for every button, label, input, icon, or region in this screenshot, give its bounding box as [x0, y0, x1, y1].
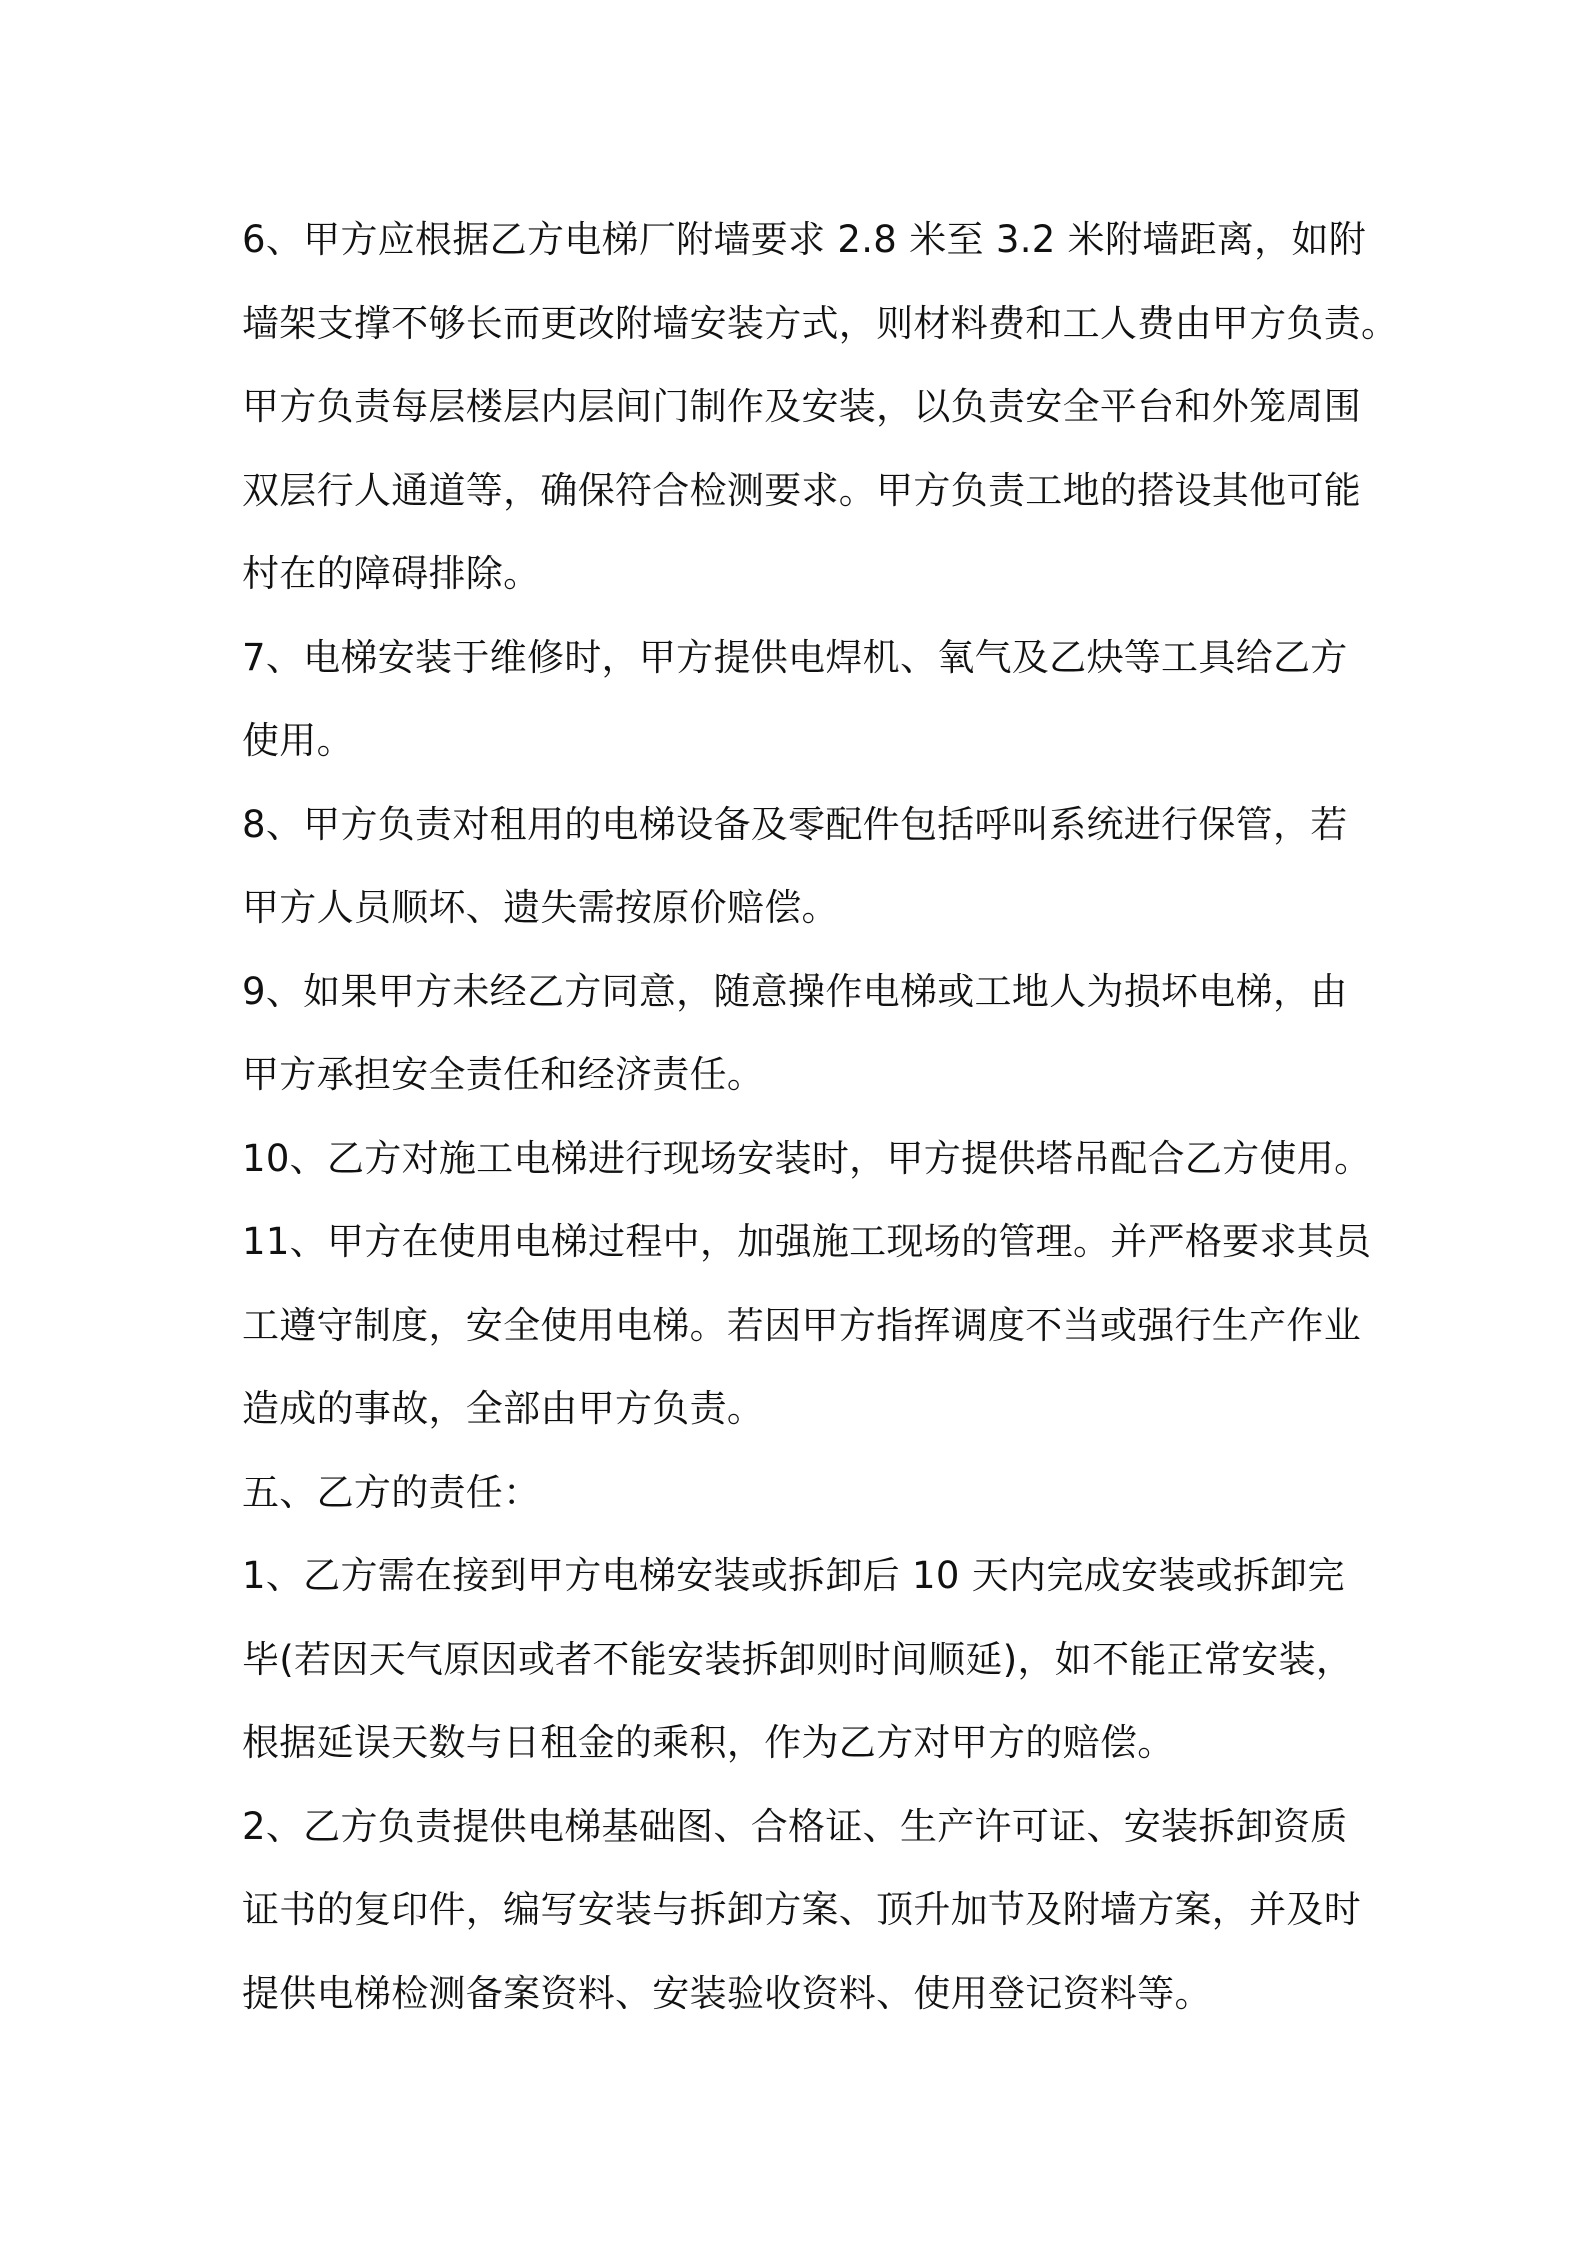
text-line: 双层行人通道等，确保符合检测要求。甲方负责工地的搭设其他可能	[242, 468, 1361, 512]
text-line: 6、甲方应根据乙方电梯厂附墙要求 2.8 米至 3.2 米附墙距离，如附	[242, 218, 1367, 261]
text-line: 8、甲方负责对租用的电梯设备及零配件包括呼叫系统进行保管，若	[242, 802, 1348, 846]
text-line: 甲方人员顺坏、遗失需按原价赔偿。	[242, 886, 839, 929]
section-heading: 五、乙方的责任：	[242, 1470, 541, 1514]
text-line: 根据延误天数与日租金的乘积，作为乙方对甲方的赔偿。	[242, 1721, 1175, 1764]
text-line: 证书的复印件，编写安装与拆卸方案、顶升加节及附墙方案，并及时	[242, 1888, 1361, 1931]
text-line: 使用。	[242, 719, 354, 762]
text-line: 提供电梯检测备案资料、安装验收资料、使用登记资料等。	[242, 1971, 1212, 2015]
text-line: 2、乙方负责提供电梯基础图、合格证、生产许可证、安装拆卸资质	[242, 1804, 1348, 1848]
text-line: 10、乙方对施工电梯进行现场安装时，甲方提供塔吊配合乙方使用。	[242, 1136, 1372, 1180]
document-page	[242, 198, 1399, 2035]
text-line: 造成的事故，全部由甲方负责。	[242, 1387, 765, 1430]
text-line: 7、电梯安装于维修时，甲方提供电焊机、氧气及乙炔等工具给乙方	[242, 635, 1348, 679]
text-line: 甲方承担安全责任和经济责任。	[242, 1053, 765, 1096]
text-line: 9、如果甲方未经乙方同意，随意操作电梯或工地人为损坏电梯，由	[242, 969, 1348, 1013]
text-line: 1、乙方需在接到甲方电梯安装或拆卸后 10 天内完成安装或拆卸完	[242, 1554, 1345, 1597]
text-line: 工遵守制度，安全使用电梯。若因甲方指挥调度不当或强行生产作业	[242, 1303, 1361, 1347]
text-line: 毕(若因天气原因或者不能安装拆卸则时间顺延)，如不能正常安装，	[242, 1637, 1354, 1681]
text-line: 墙架支撑不够长而更改附墙安装方式，则材料费和工人费由甲方负责。	[242, 301, 1399, 345]
text-line: 11、甲方在使用电梯过程中，加强施工现场的管理。并严格要求其员	[242, 1220, 1372, 1263]
text-line: 村在的障碍排除。	[242, 552, 541, 595]
text-line: 甲方负责每层楼层内层间门制作及安装，以负责安全平台和外笼周围	[242, 385, 1361, 428]
